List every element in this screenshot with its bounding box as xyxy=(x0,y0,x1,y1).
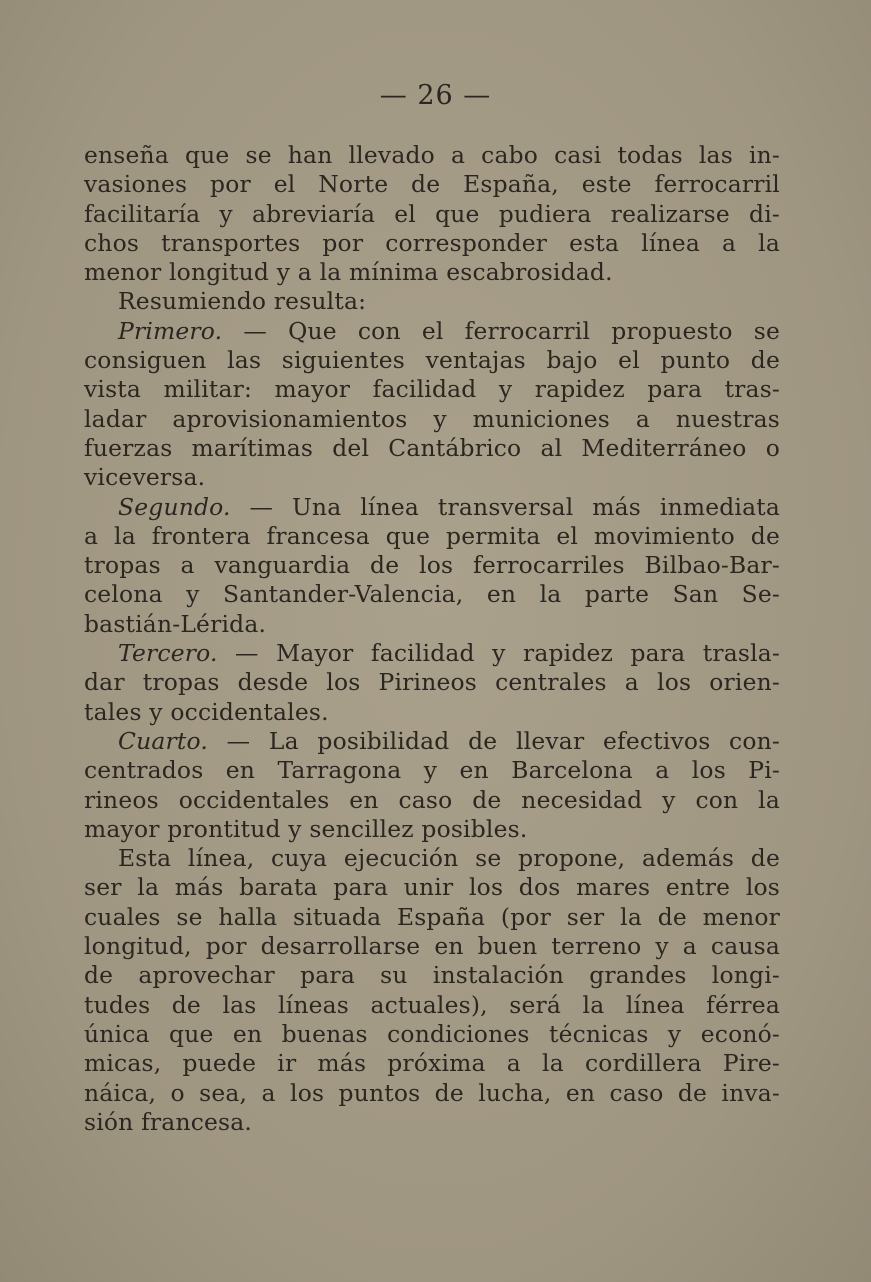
line-text: chos transportes por corresponder esta línea a la xyxy=(84,228,780,257)
section-label: Segundo. xyxy=(118,492,231,521)
text-line xyxy=(84,698,780,727)
line-text: Esta línea, cuya ejecución se propone, además de xyxy=(118,844,780,873)
text-line xyxy=(84,170,780,199)
line-text: dar tropas desde los Pirineos centrales a los orien- xyxy=(84,668,780,697)
text-line xyxy=(84,493,780,522)
text-line xyxy=(84,668,780,697)
line-text: fuerzas marítimas del Cantábrico al Mediterráneo o xyxy=(84,433,780,462)
text-line xyxy=(84,815,780,844)
line-text: micas, puede ir más próxima a la cordillera Pire- xyxy=(84,1049,780,1078)
line-text: consiguen las siguientes ventajas bajo el punto de xyxy=(84,346,780,375)
line-text: vasiones por el Norte de España, este ferrocarril xyxy=(84,170,780,199)
line-text: tropas a vanguardia de los ferrocarriles Bilbao-Bar- xyxy=(84,551,780,580)
text-line xyxy=(84,463,780,492)
line-text: tudes de las líneas actuales), será la línea férrea xyxy=(84,990,780,1019)
page-number: — 26 — xyxy=(379,80,492,111)
text-line xyxy=(84,727,780,756)
section-label: Primero. xyxy=(118,316,223,345)
text-line xyxy=(84,1079,780,1108)
line-text: facilitaría y abreviaría el que pudiera realizarse di- xyxy=(84,199,780,228)
text-line xyxy=(84,873,780,902)
text-line xyxy=(84,786,780,815)
text-line xyxy=(84,346,780,375)
line-text: — La posibilidad de llevar efectivos con- xyxy=(208,726,780,755)
text-line xyxy=(84,551,780,580)
text-line xyxy=(84,639,780,668)
line-text: a la frontera francesa que permita el movimiento de xyxy=(84,521,780,550)
text-line xyxy=(84,258,780,287)
text-line xyxy=(84,1020,780,1049)
line-text: viceversa. xyxy=(84,463,206,492)
line-text: rineos occidentales en caso de necesidad y con la xyxy=(84,785,780,814)
text-line xyxy=(84,287,780,316)
line-text: bastián-Lérida. xyxy=(84,609,267,638)
text-line xyxy=(84,405,780,434)
line-text: de aprovechar para su instalación grandes longi- xyxy=(84,961,780,990)
text-line xyxy=(84,756,780,785)
text-line xyxy=(84,844,780,873)
text-line xyxy=(84,991,780,1020)
line-text: centrados en Tarragona y en Barcelona a los Pi- xyxy=(84,756,780,785)
text-line xyxy=(84,1049,780,1078)
line-text: sión francesa. xyxy=(84,1107,253,1136)
text-line xyxy=(84,610,780,639)
line-text: cuales se halla situada España (por ser la de menor xyxy=(84,902,780,931)
line-text: vista militar: mayor facilidad y rapidez para tras- xyxy=(84,375,780,404)
text-line xyxy=(84,903,780,932)
section-label: Cuarto. xyxy=(118,726,208,755)
section-label: Tercero. xyxy=(118,639,218,668)
line-text: — Que con el ferrocarril propuesto se xyxy=(222,316,780,345)
text-line xyxy=(84,200,780,229)
text-line xyxy=(84,375,780,404)
text-line xyxy=(84,434,780,463)
line-text: ladar aprovisionamientos y municiones a nuestras xyxy=(84,404,780,433)
line-text: — Una línea transversal más inmediata xyxy=(230,492,780,521)
line-text: mayor prontitud y sencillez posibles. xyxy=(84,814,528,843)
text-line xyxy=(84,961,780,990)
text-line xyxy=(84,229,780,258)
line-text: Resumiendo resulta: xyxy=(118,287,367,316)
line-text: ser la más barata para unir los dos mares entre los xyxy=(84,873,780,902)
line-text: celona y Santander-Valencia, en la parte San Se- xyxy=(84,580,780,609)
line-text: — Mayor facilidad y rapidez para trasla- xyxy=(217,639,780,668)
line-text: náica, o sea, a los puntos de lucha, en caso de inva- xyxy=(84,1078,780,1107)
text-line xyxy=(84,141,780,170)
line-text: menor longitud y a la mínima escabrosidad. xyxy=(84,258,613,287)
text-line xyxy=(84,522,780,551)
text-line xyxy=(84,580,780,609)
line-text: longitud, por desarrollarse en buen terreno y a causa xyxy=(84,932,780,961)
line-text: enseña que se han llevado a cabo casi todas las in- xyxy=(84,141,780,169)
body-text xyxy=(84,141,780,1137)
text-line xyxy=(84,317,780,346)
line-text: única que en buenas condiciones técnicas y econó- xyxy=(84,1019,780,1048)
text-line xyxy=(84,932,780,961)
text-line xyxy=(84,1108,780,1137)
line-text: tales y occidentales. xyxy=(84,697,329,726)
